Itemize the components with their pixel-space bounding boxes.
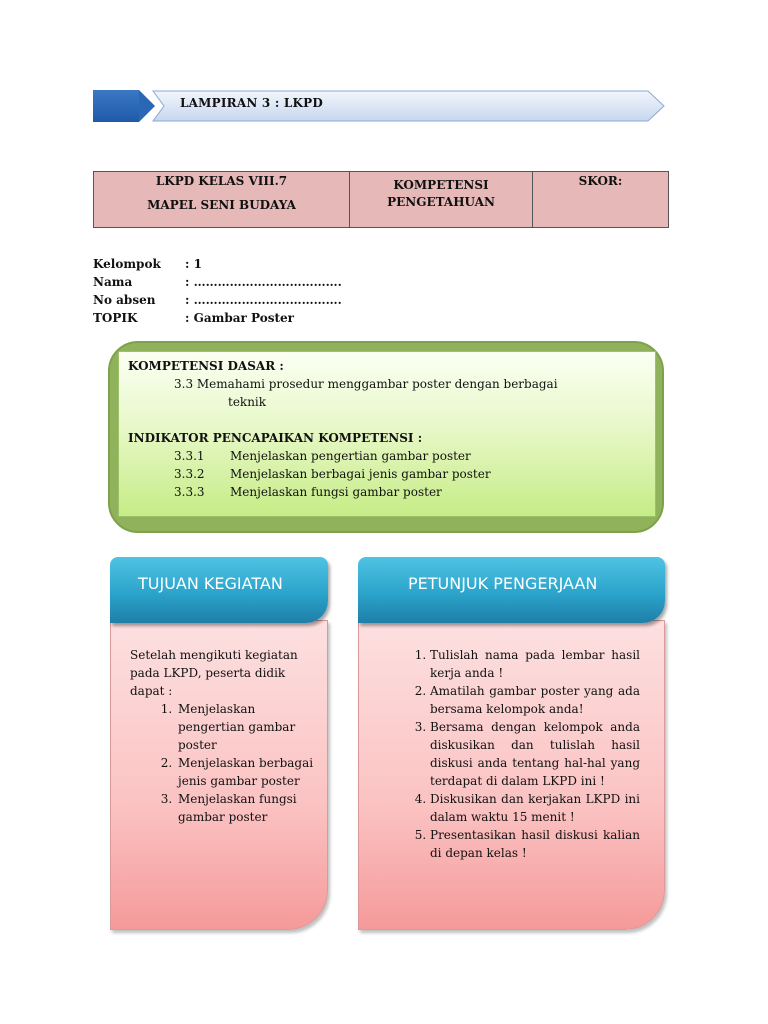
identity-row-nama [93,273,342,291]
list-item: 5. Presentasikan hasil diskusi kalian di depan kelas ! [430,826,640,862]
name-field[interactable]: : ………………………………. [185,275,342,289]
indicator-number: 3.3.3 [174,485,205,499]
banner-square [93,90,139,122]
list-item: 2. Amatilah gambar poster yang ada bersama kelompok anda! [430,682,640,718]
identity-value: : 1 [185,257,202,271]
competency-cell [350,172,533,228]
score-cell[interactable] [533,172,669,228]
identity-label: TOPIK [93,311,138,325]
identity-row-topik [93,309,342,327]
tujuan-list [130,700,315,826]
class-label: LKPD KELAS VIII.7 [155,174,288,188]
competency-line1: KOMPETENSI [393,178,489,192]
competency-line2: PENGETAHUAN [387,195,495,209]
kd-line: 3.3 Memahami prosedur menggambar poster dengan berbagai [174,377,558,391]
identity-row-absen [93,291,342,309]
petunjuk-card-header [358,557,665,623]
indicator-text: Menjelaskan pengertian gambar poster [230,449,471,463]
identity-label: No absen [93,293,156,307]
list-item: 1. Menjelaskan pengertian gambar poster [176,700,315,754]
list-item: 1. Tulislah nama pada lembar hasil kerja anda ! [430,646,640,682]
info-table [93,171,669,228]
tujuan-intro: Setelah mengikuti kegiatan pada LKPD, peserta didik dapat : [130,648,298,698]
kd-line-continued: teknik [228,395,267,409]
indicator-text: Menjelaskan fungsi gambar poster [230,485,442,499]
identity-label: Kelompok [93,257,161,271]
list-item: 2. Menjelaskan berbagai jenis gambar poster [176,754,315,790]
absen-field[interactable]: : ………………………………. [185,293,342,307]
kd-heading: KOMPETENSI DASAR : [128,359,284,373]
indicator-item [128,447,648,465]
score-label: SKOR: [578,174,623,188]
identity-block [93,255,342,327]
list-item: 3. Bersama dengan kelompok anda diskusikan dan tulislah hasil diskusi anda tentang hal-hal yang terdapat di dalam LKPD ini ! [430,718,640,790]
ipk-heading: INDIKATOR PENCAPAIKAN KOMPETENSI : [128,431,423,445]
indicator-number: 3.3.1 [174,449,205,463]
tujuan-content [130,646,315,826]
identity-value: : Gambar Poster [185,311,294,325]
petunjuk-heading: PETUNJUK PENGERJAAN [408,574,598,593]
class-cell [94,172,350,228]
banner-title: LAMPIRAN 3 : LKPD [180,96,323,110]
tujuan-heading: TUJUAN KEGIATAN [138,574,283,593]
tujuan-card-header [110,557,328,623]
petunjuk-list [404,646,640,862]
competency-text [128,357,648,501]
subject-label: MAPEL SENI BUDAYA [147,198,296,212]
list-item: 3. Menjelaskan fungsi gambar poster [176,790,315,826]
indicator-number: 3.3.2 [174,467,205,481]
list-item: 4. Diskusikan dan kerjakan LKPD ini dalam waktu 15 menit ! [430,790,640,826]
indicator-item [128,465,648,483]
petunjuk-content [404,646,640,862]
identity-label: Nama [93,275,133,289]
indicator-text: Menjelaskan berbagai jenis gambar poster [230,467,491,481]
indicator-item [128,483,648,501]
identity-row-kelompok [93,255,342,273]
